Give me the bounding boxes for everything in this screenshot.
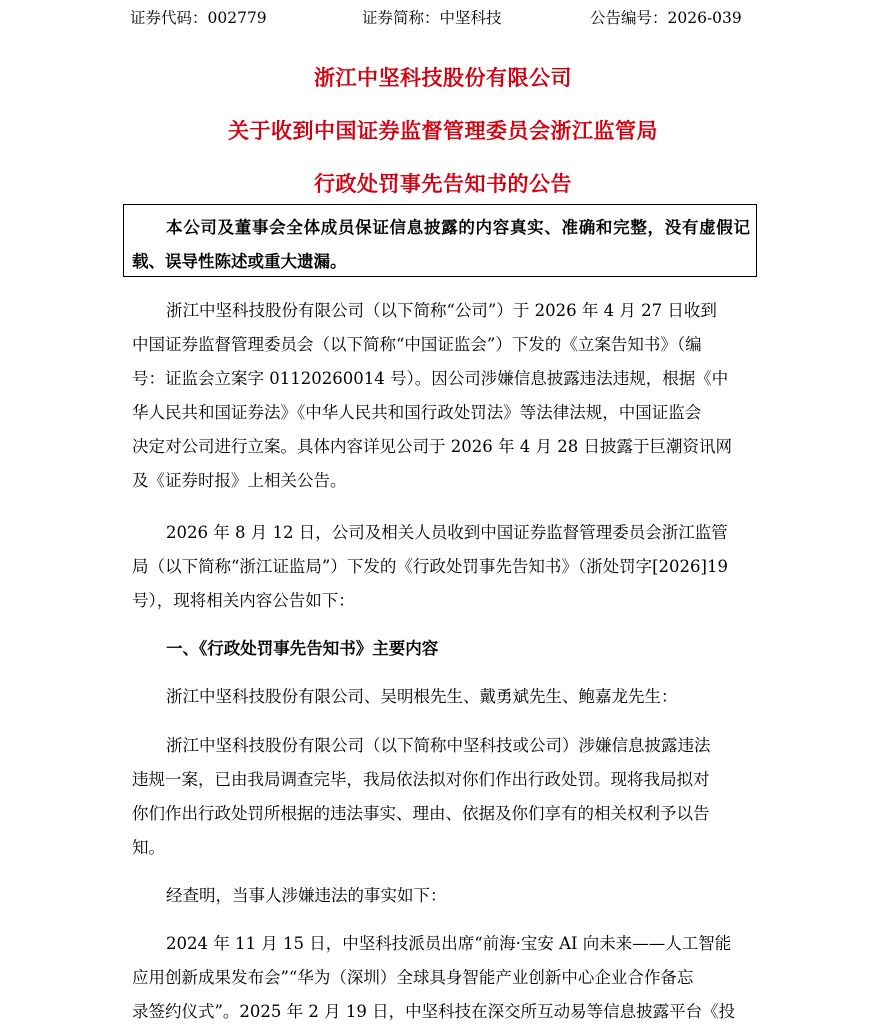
paragraph-addressees: 浙江中坚科技股份有限公司、吴明根先生、戴勇斌先生、鲍嘉龙先生： xyxy=(166,687,678,706)
section-heading-main-content: 一、《行政处罚事先告知书》主要内容 xyxy=(166,639,439,658)
paragraph-facts: 2024 年 11 月 15 日，中坚科技派员出席“前海·宝安 AI 向未来——人工智能 应用创新成果发布会”“华为（深圳）全球具身智能产业创新中心企业合作备忘 录签约仪式”。2025 年 2 月 19 日，中坚科技在深交所互动易等信息披露平台《投 xyxy=(132,934,736,1021)
title-subject: 关于收到中国证券监督管理委员会浙江监管局 xyxy=(228,118,658,143)
paragraph-facts-intro: 经查明，当事人涉嫌违法的事实如下： xyxy=(166,886,447,905)
stock-abbreviation: 证券简称：中坚科技 xyxy=(362,9,502,27)
announcement-number: 公告编号：2026-039 xyxy=(590,9,742,27)
paragraph-investigation: 浙江中坚科技股份有限公司（以下简称中坚科技或公司）涉嫌信息披露违法 违规一案，已由我局调查完毕，我局依法拟对你们作出行政处罚。现将我局拟对 你们作出行政处罚所根据的违法事实、理由、依据及你们享有的相关权利予以告 知。 xyxy=(132,736,711,857)
paragraph-notice-received: 2026 年 8 月 12 日，公司及相关人员收到中国证券监督管理委员会浙江监管 局（以下简称“浙江证监局”）下发的《行政处罚事先告知书》（浙处罚字[2026]19 号），现将相关内容公告如下： xyxy=(132,523,728,610)
stock-code: 证券代码：002779 xyxy=(130,9,267,27)
title-document: 行政处罚事先告知书的公告 xyxy=(314,171,572,196)
title-company: 浙江中坚科技股份有限公司 xyxy=(314,65,572,90)
announcement-header xyxy=(130,6,750,28)
board-guarantee-notice: 本公司及董事会全体成员保证信息披露的内容真实、准确和完整，没有虚假记载、误导性陈述或重大遗漏。 xyxy=(123,204,757,277)
paragraph-case-filing: 浙江中坚科技股份有限公司（以下简称“公司”）于 2026 年 4 月 27 日收到 中国证券监督管理委员会（以下简称“中国证监会”）下发的《立案告知书》（编 号：证监会立案字 01120260014 号）。因公司涉嫌信息披露违法违规，根据《中 华人民共和国证券法》《中华人民共和国行政处罚法》等法律法规，中国证监会 决定对公司进行立案。具体内容详见公司于 2026 年 4 月 28 日披露于巨潮资讯网 及《证券时报》上相关公告。 xyxy=(132,301,732,490)
